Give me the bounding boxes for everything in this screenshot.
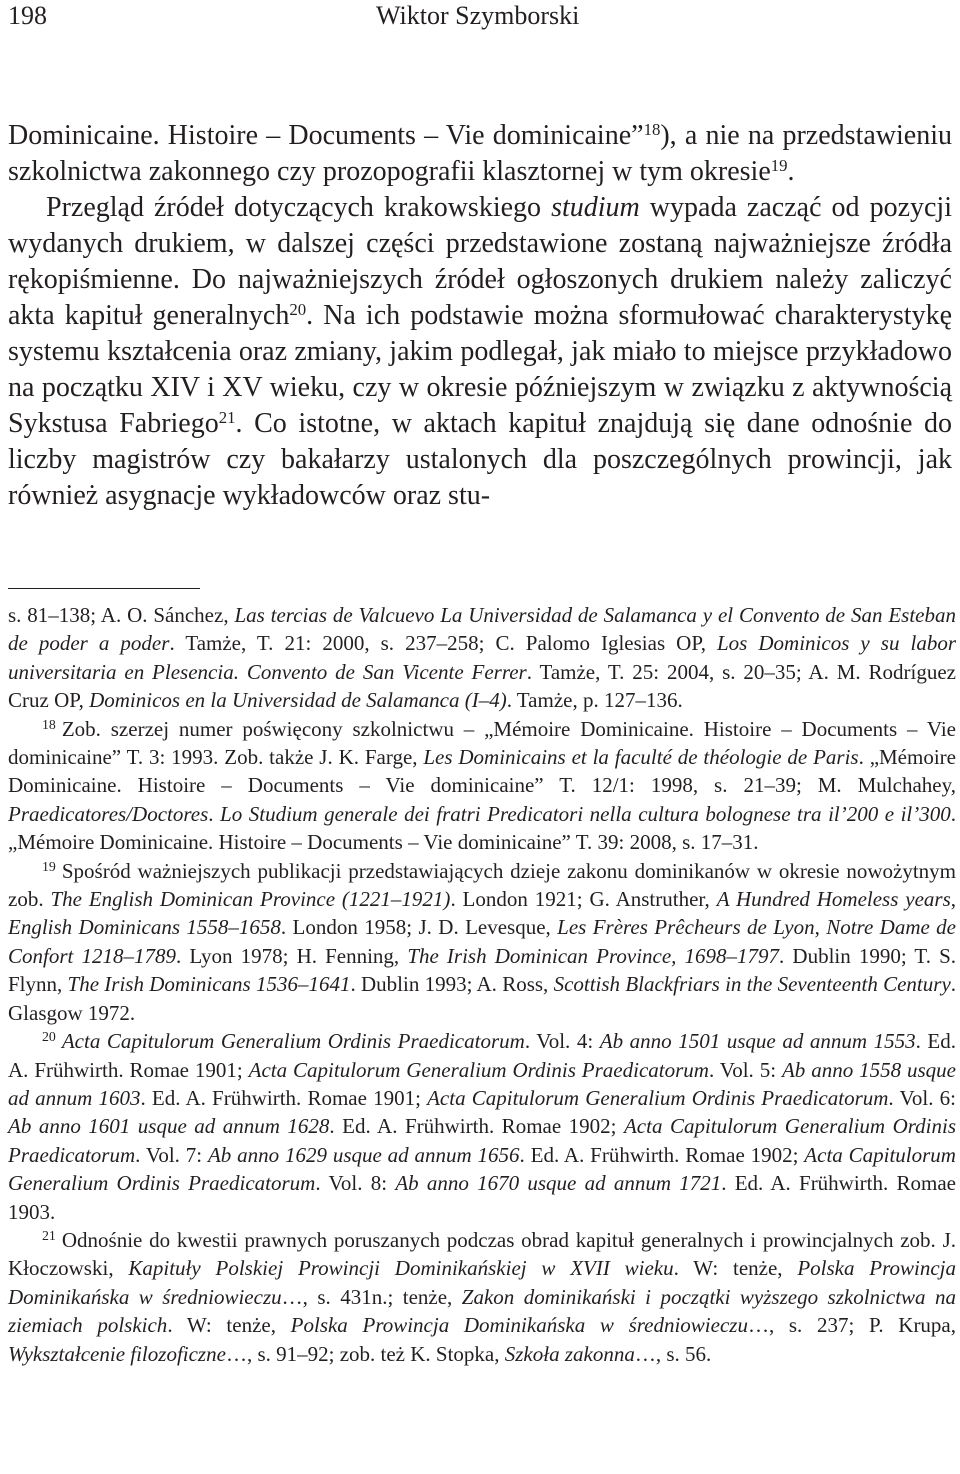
footnote-18: 18 Zob. szerzej numer poświęcony szkolnictwu – „Mémoire Dominicaine. Histoire – Documents – Vie dominicaine” T. 3: 1993. Zob. także J. K. Farge, Les Dominicains et la faculté de théologie de Paris. „Mémoire Dominicaine. Histoire – Documents – Vie dominicaine” T. 12/1: 1998, s. 21–39; M. Mulchahey, Praedicatores/Doctores. Lo Studium generale dei fratri Predicatori nella cultura bolognese tra il’200 e il’300. „Mémoire Dominicaine. Histoire – Documents – Vie dominicaine” T. 39: 2008, s. 17–31.	[8, 716, 957, 855]
footnote-17-continued: s. 81–138; A. O. Sánchez, Las tercias de Valcuevo La Universidad de Salamanca y el Convento de San Esteban de poder a poder. Tamże, T. 21: 2000, s. 237–258; C. Palomo Iglesias OP, Los Dominicos y su labor universitaria en Plesencia. Convento de San Vicente Ferrer. Tamże, T. 25: 2004, s. 20–35; A. M. Rodríguez Cruz OP, Dominicos en la Universidad de Salamanca (I–4). Tamże, p. 127–136.	[8, 603, 956, 713]
main-text	[8, 118, 952, 514]
footnote-ref-19[interactable]: 19	[770, 155, 788, 175]
paragraph-1: Dominicaine. Histoire – Documents – Vie dominicaine”$^{18}$), a nie na przedstawieniu szkolnictwa zakonnego czy prozopografii klasztornej w tym okresie$^{19}$.	[8, 119, 952, 187]
running-title: Wiktor Szymborski	[376, 1, 580, 30]
running-head	[8, 0, 952, 36]
footnote-separator	[8, 588, 200, 589]
paragraph-2: Przegląd źródeł dotyczących krakowskiego studium wypada zacząć od pozycji wydanych drukiem, w dalszej części przedstawione zostaną najważniejsze źródła rękopiśmienne. Do najważniejszych źródeł ogłoszonych drukiem należy zaliczyć akta kapituł generalnych$^{20}$. Na ich podstawie można sformułować charakterystykę systemu kształcenia oraz zmiany, jakim podlegał, jak miało to miejsce przykładowo na początku XIV i XV wieku, czy w okresie późniejszym w związku z aktywnością Sykstusa Fabriego$^{21}$. Co istotne, w aktach kapituł znajdują się dane odnośnie do liczby magistrów czy bakałarzy ustalonych dla poszczególnych prowincji, jak również asygnacje wykładowców oraz stu-	[8, 192, 952, 511]
footnote-19: 19 Spośród ważniejszych publikacji przedstawiających dzieje zakonu dominikanów w okresie nowożytnym zob. The English Dominican Province (1221–1921). London 1921; G. Anstruther, A Hundred Homeless years, English Dominicans 1558–1658. London 1958; J. D. Levesque, Les Frères Prêcheurs de Lyon, Notre Dame de Confort 1218–1789. Lyon 1978; H. Fenning, The Irish Dominican Province, 1698–1797. Dublin 1990; T. S. Flynn, The Irish Dominicans 1536–1641. Dublin 1993; A. Ross, Scottish Blackfriars in the Seventeenth Century. Glasgow 1972.	[8, 858, 957, 1025]
footnote-20: 20 Acta Capitulorum Generalium Ordinis Praedicatorum. Vol. 4: Ab anno 1501 usque ad annum 1553. Ed. A. Frühwirth. Romae 1901; Acta Capitulorum Generalium Ordinis Praedicatorum. Vol. 5: Ab anno 1558 usque ad annum 1603. Ed. A. Frühwirth. Romae 1901; Acta Capitulorum Generalium Ordinis Praedicatorum. Vol. 6: Ab anno 1601 usque ad annum 1628. Ed. A. Frühwirth. Romae 1902; Acta Capitulorum Generalium Ordinis Praedicatorum. Vol. 7: Ab anno 1629 usque ad annum 1656. Ed. A. Frühwirth. Romae 1902; Acta Capitulorum Generalium Ordinis Praedicatorum. Vol. 8: Ab anno 1670 usque ad annum 1721. Ed. A. Frühwirth. Romae 1903.	[8, 1029, 957, 1224]
footnotes	[8, 601, 956, 1368]
footnote-ref-18[interactable]: 18	[643, 119, 661, 139]
page-number: 198	[8, 1, 47, 30]
footnote-21: 21 Odnośnie do kwestii prawnych poruszanych podczas obrad kapituł generalnych i prowincjalnych zob. J. Kłoczowski, Kapituły Polskiej Prowincji Dominikańskiej w XVII wieku. W: tenże, Polska Prowincja Dominikańska w średniowieczu…, s. 431n.; tenże, Zakon dominikański i początki wyższego szkolnictwa na ziemiach polskich. W: tenże, Polska Prowincja Dominikańska w średniowieczu…, s. 237; P. Krupa, Wykształcenie filozoficzne…, s. 91–92; zob. też K. Stopka, Szkoła zakonna…, s. 56.	[8, 1227, 957, 1366]
footnote-ref-21[interactable]: 21	[218, 407, 236, 427]
footnote-ref-20[interactable]: 20	[289, 299, 307, 319]
